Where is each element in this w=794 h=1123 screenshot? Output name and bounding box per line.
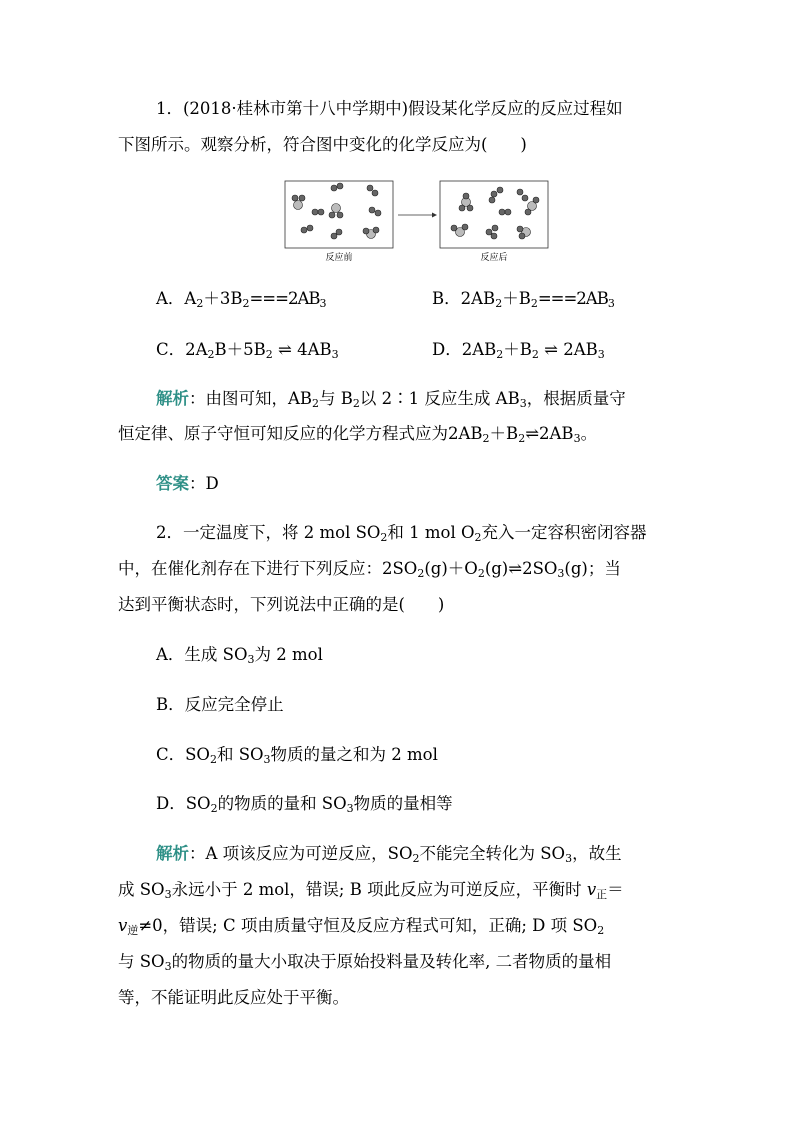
arrow-head bbox=[432, 213, 437, 218]
q2-option-c[interactable]: C．$SO_2$和 $SO_3$物质的量之和为 2 mol bbox=[156, 745, 438, 766]
q1-answer: 答案：D bbox=[156, 474, 219, 493]
q1-stem-line2: 下图所示。观察分析，符合图中变化的化学反应为( ) bbox=[118, 135, 527, 154]
q1-option-b[interactable]: B．$2AB_2+B_2===2AB_3$ bbox=[432, 289, 615, 310]
answer-label: 答案 bbox=[156, 474, 189, 493]
q2-analysis-line1: 解析：A 项该反应为可逆反应，$SO_2$不能完全转化为 $SO_3$，故生 bbox=[156, 844, 622, 865]
q2-analysis-line3: $v_逆\ne 0$，错误; C 项由质量守恒及反应方程式可知，正确; D 项 $SO_2$ bbox=[118, 916, 605, 937]
analysis-label: 解析 bbox=[156, 844, 189, 863]
q2-stem-line2: 中，在催化剂存在下进行下列反应：$2SO_2(g)+O_2(g)\rightleftharpoons 2SO_3(g)$；当 bbox=[118, 559, 621, 580]
q2-option-d[interactable]: D．$SO_2$的物质的量和 $SO_3$物质的量相等 bbox=[156, 794, 453, 815]
q2-analysis-line5: 等，不能证明此反应处于平衡。 bbox=[118, 988, 349, 1007]
q2-analysis-line2: 成 $SO_3$永远小于 2 mol，错误; B 项此反应为可逆反应，平衡时 $v_正=$ bbox=[118, 880, 624, 901]
q2-stem-line3: 达到平衡状态时，下列说法中正确的是( ) bbox=[118, 595, 445, 614]
analysis-label: 解析 bbox=[156, 389, 189, 408]
reversible-arrow-icon: ⇌ bbox=[272, 340, 298, 359]
reversible-arrow-icon: ⇌ bbox=[525, 424, 540, 443]
q2-stem-line1: 2．一定温度下，将 2 mol $SO_2$和 1 mol $O_2$充入一定容积密闭容器 bbox=[156, 523, 647, 544]
reversible-arrow-icon: ⇌ bbox=[538, 340, 564, 359]
q1-option-d[interactable]: D．$2AB_2+B_2$ ⇌ $2AB_3$ bbox=[432, 340, 605, 361]
q1-analysis-line2: 恒定律、原子守恒可知反应的化学方程式应为$2AB_2+B_2\rightleftharpoons 2AB_3$。 bbox=[118, 424, 598, 445]
q1-option-a[interactable]: A．$A_2+3B_2===2AB_3$ bbox=[156, 289, 327, 310]
reaction-diagram bbox=[284, 180, 550, 266]
q2-option-a[interactable]: A．生成 $SO_3$为 2 mol bbox=[156, 645, 323, 666]
q1-option-c[interactable]: C．$2A_2B+5B_2$ ⇌ $4AB_3$ bbox=[156, 340, 339, 361]
q1-stem-line1: 1．(2018·桂林市第十八中学期中)假设某化学反应的反应过程如 bbox=[156, 99, 623, 118]
before-caption: 反应前 bbox=[325, 253, 353, 263]
q2-option-b[interactable]: B．反应完全停止 bbox=[156, 695, 284, 714]
after-caption: 反应后 bbox=[480, 253, 508, 263]
q2-analysis-line4: 与 $SO_3$的物质的量大小取决于原始投料量及转化率, 二者物质的量相 bbox=[118, 952, 612, 973]
q1-analysis-line1: 解析：由图可知，$AB_2$与 $B_2$以 2∶1 反应生成 $AB_3$，根据质量守 bbox=[156, 389, 626, 410]
reversible-arrow-icon: ⇌ bbox=[508, 559, 523, 578]
